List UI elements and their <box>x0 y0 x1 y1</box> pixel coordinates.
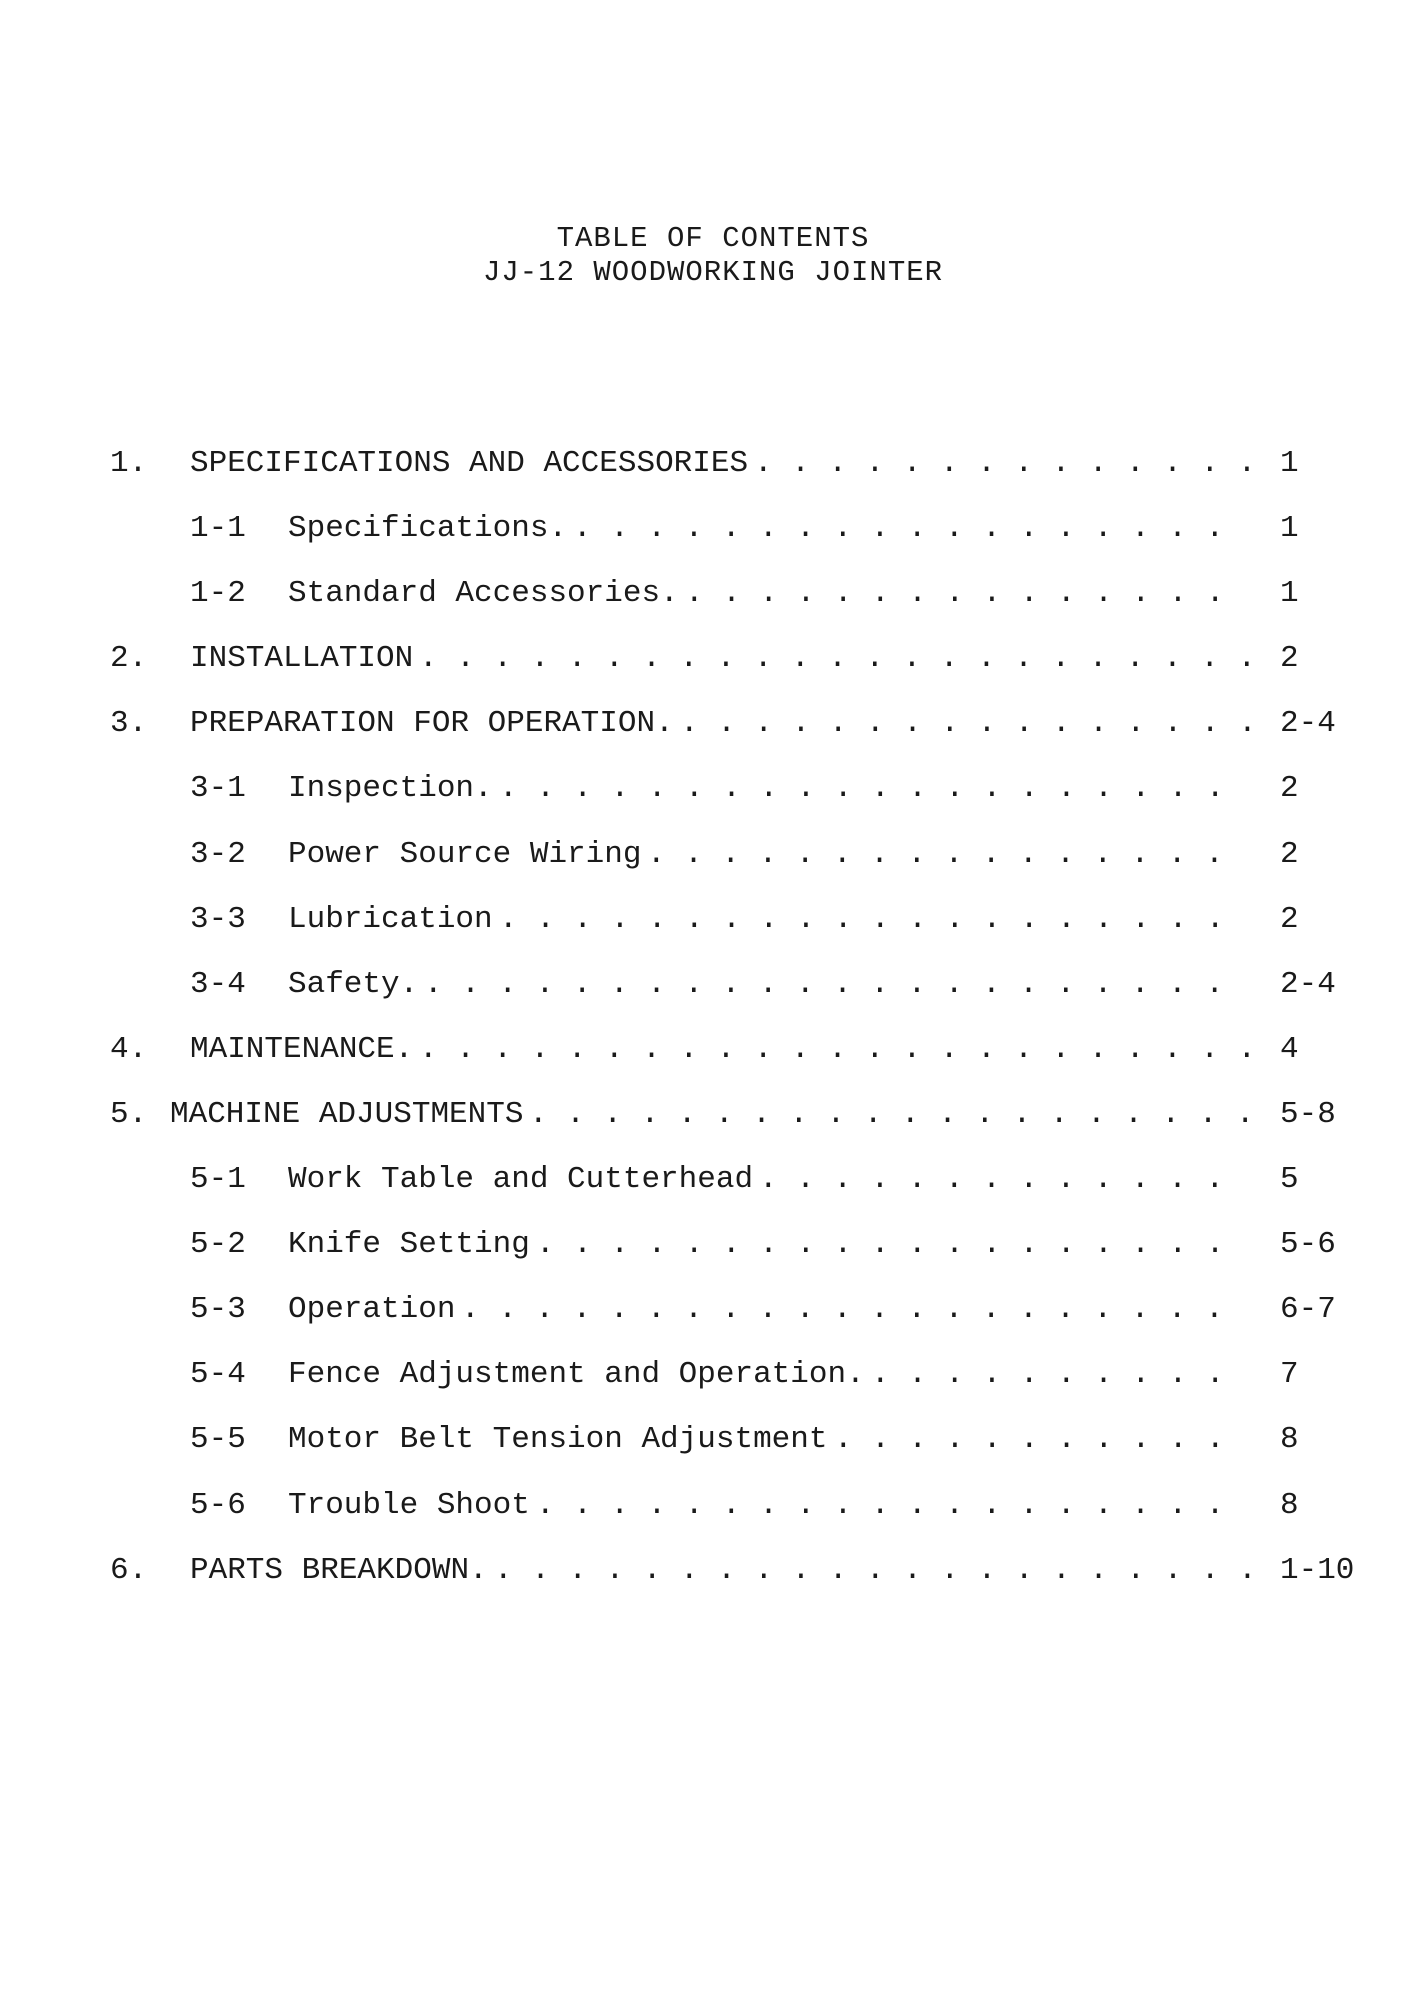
toc-label: Safety. <box>288 966 419 1002</box>
toc-page: 2-4 <box>1280 966 1336 1002</box>
toc-label: Work Table and Cutterhead <box>288 1162 754 1198</box>
toc-number: 3-1 <box>190 771 246 807</box>
page-subtitle: JJ-12 WOODWORKING JOINTER <box>482 256 944 289</box>
toc-page: 7 <box>1280 1357 1299 1393</box>
toc-leader: . . . . . . . . . . . . . . . . . . . . . <box>461 1292 1243 1328</box>
toc-row <box>110 1291 1360 1356</box>
toc-row <box>110 901 1360 966</box>
toc-number: 3-2 <box>190 836 246 872</box>
toc-page: 8 <box>1280 1487 1299 1523</box>
toc-number: 3. <box>110 706 148 742</box>
toc-page: 2-4 <box>1280 706 1336 742</box>
toc-page: 5 <box>1280 1162 1299 1198</box>
toc-label: MAINTENANCE. <box>190 1031 414 1067</box>
toc-label: Knife Setting <box>288 1227 530 1263</box>
toc-label: Operation <box>288 1292 456 1328</box>
toc-leader: . . . . . . . . . . . . . . . . . . . . <box>499 771 1244 807</box>
toc-leader: . . . . . . . . . . . . . <box>759 1162 1243 1198</box>
toc-label: Inspection. <box>288 771 493 807</box>
toc-number: 2. <box>110 641 148 677</box>
toc-row <box>110 575 1360 640</box>
toc-leader: . . . . . . . . . . . . . . <box>754 446 1275 481</box>
toc-label: Trouble Shoot <box>288 1487 530 1523</box>
toc-row <box>110 705 1360 770</box>
toc-leader: . . . . . . . . . . . . . . . . <box>647 836 1243 872</box>
toc-row <box>110 1226 1360 1291</box>
toc-label: INSTALLATION <box>190 641 414 677</box>
toc-number: 5-6 <box>190 1487 246 1523</box>
toc-number: 4. <box>110 1031 148 1067</box>
toc-row <box>110 1356 1360 1421</box>
toc-label: Standard Accessories. <box>288 576 679 612</box>
toc-leader: . . . . . . . . . . . . . . . . . . . . . <box>494 1552 1276 1588</box>
toc-label: MACHINE ADJUSTMENTS <box>170 1096 524 1132</box>
toc-label: Lubrication <box>288 901 493 937</box>
toc-label: Motor Belt Tension Adjustment <box>288 1422 828 1458</box>
toc-page: 2 <box>1280 901 1299 937</box>
toc-leader: . . . . . . . . . . . . . . . . . . . . <box>499 901 1244 937</box>
toc-number: 5-4 <box>190 1357 246 1393</box>
toc-label: Fence Adjustment and Operation. <box>288 1357 865 1393</box>
toc-leader: . . . . . . . . . . . . . . . <box>685 576 1244 612</box>
toc-row <box>110 966 1360 1031</box>
toc-page: 1-10 <box>1280 1552 1355 1588</box>
toc-number: 1. <box>110 446 148 481</box>
toc-page: 2 <box>1280 641 1299 677</box>
toc-leader: . . . . . . . . . . . . . . . . . . . . . . . <box>419 1031 1275 1067</box>
toc-number: 5-1 <box>190 1162 246 1198</box>
page-title: TABLE OF CONTENTS <box>556 222 870 255</box>
toc-page: 2 <box>1280 771 1299 807</box>
toc-page: 4 <box>1280 1031 1299 1067</box>
toc-leader: . . . . . . . . . . . . . . . . . . . <box>536 1227 1243 1263</box>
toc-number: 1-2 <box>190 576 246 612</box>
toc-number: 6. <box>110 1552 148 1588</box>
toc-row <box>110 770 1360 835</box>
toc-leader: . . . . . . . . . . . . . . . . . . <box>573 511 1243 547</box>
toc-page: 1 <box>1280 576 1299 612</box>
toc-leader: . . . . . . . . . . . . . . . . . . . . <box>529 1096 1274 1132</box>
toc-label: SPECIFICATIONS AND ACCESSORIES <box>190 446 749 481</box>
toc-page: 6-7 <box>1280 1292 1336 1328</box>
toc-leader: . . . . . . . . . . . . . . . . . . . <box>536 1487 1243 1523</box>
toc-label: PARTS BREAKDOWN. <box>190 1552 488 1588</box>
toc-leader: . . . . . . . . . . <box>871 1357 1244 1393</box>
toc-leader: . . . . . . . . . . . . . . . . <box>680 706 1276 742</box>
toc-row <box>110 510 1360 575</box>
toc-label: Power Source Wiring <box>288 836 642 872</box>
toc-row <box>110 836 1360 901</box>
toc-number: 5-2 <box>190 1227 246 1263</box>
toc-label: PREPARATION FOR OPERATION. <box>190 706 674 742</box>
toc-row <box>110 1031 1360 1096</box>
toc-page: 5-8 <box>1280 1096 1336 1132</box>
toc-leader: . . . . . . . . . . . <box>834 1422 1244 1458</box>
toc-number: 1-1 <box>190 511 246 547</box>
toc-page: 8 <box>1280 1422 1299 1458</box>
toc-leader: . . . . . . . . . . . . . . . . . . . . . . <box>424 966 1243 1002</box>
toc-row <box>110 1096 1360 1161</box>
toc-number: 3-3 <box>190 901 246 937</box>
toc-number: 3-4 <box>190 966 246 1002</box>
toc-page: 2 <box>1280 836 1299 872</box>
toc-number: 5-5 <box>190 1422 246 1458</box>
toc-row <box>110 1161 1360 1226</box>
toc-page: 5-6 <box>1280 1227 1336 1263</box>
toc-number: 5. <box>110 1096 148 1132</box>
table-of-contents <box>110 445 1360 1617</box>
toc-leader: . . . . . . . . . . . . . . . . . . . . . . . <box>419 641 1275 677</box>
toc-number: 5-3 <box>190 1292 246 1328</box>
toc-row <box>110 1487 1360 1552</box>
toc-page: 1 <box>1280 511 1299 547</box>
toc-row <box>110 1552 1360 1617</box>
title-block <box>0 222 1426 290</box>
toc-row <box>110 445 1360 510</box>
toc-row <box>110 1421 1360 1486</box>
toc-row <box>110 640 1360 705</box>
toc-page: 1 <box>1280 446 1299 481</box>
toc-label: Specifications. <box>288 511 568 547</box>
